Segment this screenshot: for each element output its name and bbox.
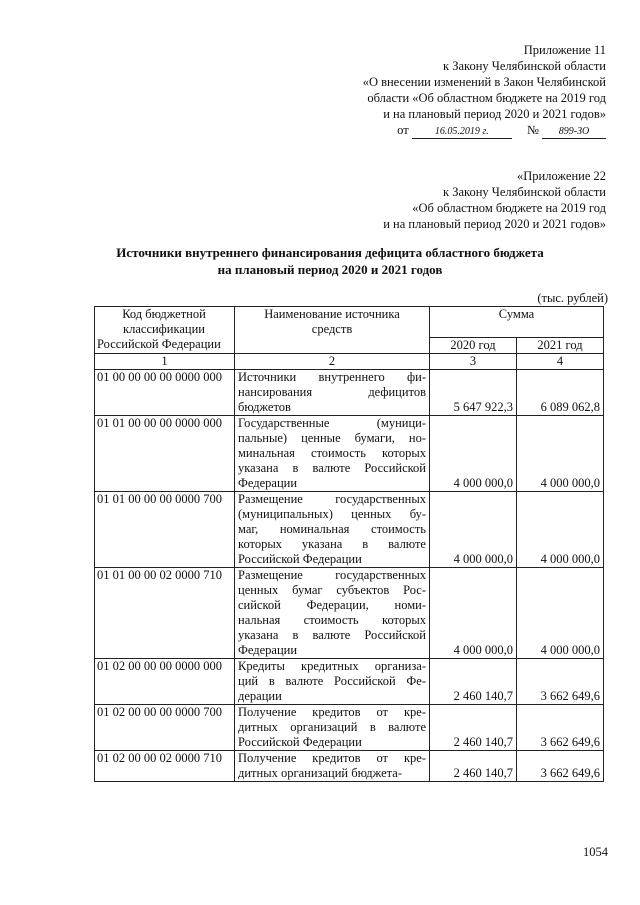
- annex-line: области «Об областном бюджете на 2019 год: [367, 91, 606, 105]
- header-year-2021: 2021 год: [517, 338, 604, 354]
- source-name-line: Источники внутреннего фи-: [238, 370, 426, 384]
- annex-title: Приложение 11: [523, 43, 606, 57]
- source-name-line: Государственные (муници-: [238, 416, 426, 430]
- column-number: 4: [517, 354, 604, 370]
- amount-2021: 3 662 649,6: [517, 705, 604, 751]
- header-code: [95, 307, 235, 354]
- annex-line: и на плановый период 2020 и 2021 годов»: [383, 217, 606, 231]
- column-number: 3: [430, 354, 517, 370]
- source-name-line: Получение кредитов от кре-: [238, 751, 426, 765]
- column-number-row: [95, 354, 604, 370]
- law-reference-line: [363, 122, 606, 139]
- amount-2021: 4 000 000,0: [517, 492, 604, 568]
- budget-code: 01 02 00 00 00 0000 000: [95, 659, 235, 705]
- source-name-line: Кредиты кредитных организа-: [238, 659, 426, 673]
- source-name-line: пальные) ценные бумаги, но-: [238, 431, 426, 445]
- source-name-line: нальная стоимость которых: [238, 613, 426, 627]
- annex-line: и на плановый период 2020 и 2021 годов»: [383, 107, 606, 121]
- units-label: (тыс. рублей): [537, 291, 608, 305]
- header-sum: Сумма: [430, 307, 604, 338]
- header-text: Российской Федерации: [97, 337, 221, 351]
- annex-line: «О внесении изменений в Закон Челябинской: [362, 75, 606, 89]
- source-name-line: бюджетов: [238, 400, 291, 414]
- amount-2021: 6 089 062,8: [517, 370, 604, 416]
- from-label: от: [397, 123, 409, 137]
- amount-2021: 3 662 649,6: [517, 751, 604, 782]
- table-row: [95, 492, 604, 568]
- header-text: средств: [311, 322, 353, 336]
- annex-line: к Закону Челябинской области: [443, 59, 606, 73]
- table-header-row: [95, 307, 604, 338]
- annex-header-previous: [383, 168, 606, 232]
- amount-2021: 4 000 000,0: [517, 568, 604, 659]
- budget-code: 01 01 00 00 02 0000 710: [95, 568, 235, 659]
- law-number: 899-ЗО: [542, 125, 606, 139]
- source-name-line: сийской Федерации, номи-: [238, 598, 426, 612]
- number-label: №: [526, 123, 539, 137]
- amount-2020: 2 460 140,7: [430, 659, 517, 705]
- annex-line: «Об областном бюджете на 2019 год: [412, 201, 606, 215]
- amount-2020: 5 647 922,3: [430, 370, 517, 416]
- source-name: [235, 492, 430, 568]
- source-name: [235, 370, 430, 416]
- source-name-line: указана в валюте Российской: [238, 461, 426, 475]
- source-name: [235, 705, 430, 751]
- source-name-line: маг, номинальная стоимость: [238, 522, 426, 536]
- amount-2020: 2 460 140,7: [430, 705, 517, 751]
- source-name-line: дитных организаций бюджета-: [238, 766, 402, 780]
- source-name-line: Размещение государственных: [238, 492, 426, 506]
- amount-2020: 2 460 140,7: [430, 751, 517, 782]
- annex-title: «Приложение 22: [517, 169, 606, 183]
- page-number: 1054: [583, 845, 608, 859]
- budget-code: 01 01 00 00 00 0000 700: [95, 492, 235, 568]
- source-name-line: дитных организаций в валюте: [238, 720, 426, 734]
- source-name-line: Федерации: [238, 476, 298, 490]
- source-name-line: Размещение государственных: [238, 568, 426, 582]
- source-name-line: которых указана в валюте: [238, 537, 426, 551]
- title-line: на плановый период 2020 и 2021 годов: [217, 262, 443, 277]
- table-row: [95, 659, 604, 705]
- annex-header-current: [363, 42, 606, 139]
- budget-code: 01 02 00 00 02 0000 710: [95, 751, 235, 782]
- amount-2021: 3 662 649,6: [517, 659, 604, 705]
- header-year-2020: 2020 год: [430, 338, 517, 354]
- column-number: 1: [95, 354, 235, 370]
- law-date: 16.05.2019 г.: [412, 125, 512, 139]
- amount-2020: 4 000 000,0: [430, 416, 517, 492]
- table-row: [95, 416, 604, 492]
- source-name-line: ций в валюте Российской Фе-: [238, 674, 426, 688]
- document-title: [95, 244, 565, 278]
- source-name-line: (муниципальных) ценных бу-: [238, 507, 426, 521]
- source-name-line: Получение кредитов от кре-: [238, 705, 426, 719]
- title-line: Источники внутреннего финансирования дефицита областного бюджета: [116, 245, 544, 260]
- source-name-line: ценных бумаг субъектов Рос-: [238, 583, 426, 597]
- header-text: классификации: [123, 322, 205, 336]
- source-name-line: Федерации: [238, 643, 298, 657]
- source-name: [235, 568, 430, 659]
- amount-2021: 4 000 000,0: [517, 416, 604, 492]
- source-name-line: дерации: [238, 689, 282, 703]
- source-name-line: минальная стоимость которых: [238, 446, 426, 460]
- source-name: [235, 416, 430, 492]
- source-name: [235, 751, 430, 782]
- column-number: 2: [235, 354, 430, 370]
- source-name-line: указана в валюте Российской: [238, 628, 426, 642]
- amount-2020: 4 000 000,0: [430, 568, 517, 659]
- budget-code: 01 00 00 00 00 0000 000: [95, 370, 235, 416]
- table-row: [95, 705, 604, 751]
- annex-line: к Закону Челябинской области: [443, 185, 606, 199]
- header-text: Код бюджетной: [122, 307, 206, 321]
- source-name-line: нансирования дефицитов: [238, 385, 426, 399]
- source-name: [235, 659, 430, 705]
- amount-2020: 4 000 000,0: [430, 492, 517, 568]
- table-row: [95, 751, 604, 782]
- table-row: [95, 568, 604, 659]
- source-name-line: Российской Федерации: [238, 552, 362, 566]
- budget-code: 01 02 00 00 00 0000 700: [95, 705, 235, 751]
- budget-code: 01 01 00 00 00 0000 000: [95, 416, 235, 492]
- financing-sources-table: [94, 306, 604, 782]
- source-name-line: Российской Федерации: [238, 735, 362, 749]
- header-text: Наименование источника: [264, 307, 400, 321]
- table-row: [95, 370, 604, 416]
- header-name: [235, 307, 430, 354]
